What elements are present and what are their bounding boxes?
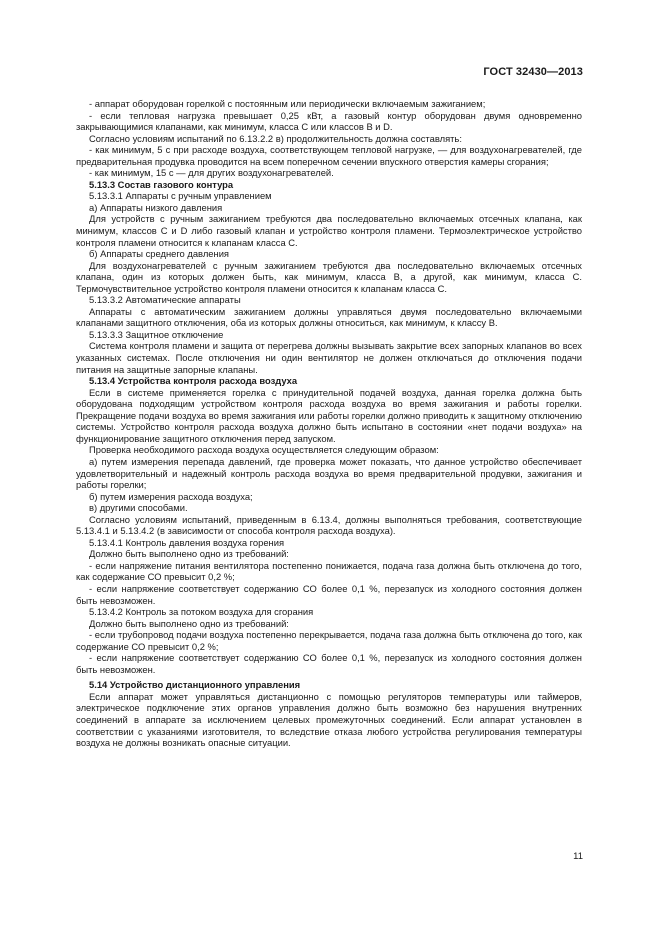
paragraph: в) другими способами. xyxy=(89,502,188,514)
paragraph: а) путем измерения перепада давлений, где проверка может показать, что данное устройство обеспечивает удовлетворительный и надежный контроль расхода воздуха во время предварительной продувки, зажигания и работы горелки; xyxy=(76,455,582,491)
paragraph: 5.13.4.2 Контроль за потоком воздуха для сгорания xyxy=(89,606,314,618)
document-body xyxy=(76,98,582,749)
paragraph: Согласно условиям испытаний по 6.13.2.2 в) продолжительность должна составлять: xyxy=(89,132,462,144)
section-heading: 5.13.3 Состав газового контура xyxy=(89,178,234,190)
paragraph: 5.13.3.2 Автоматические аппараты xyxy=(89,294,241,306)
paragraph: - как минимум, 15 с — для других воздухонагревателей. xyxy=(89,167,334,179)
paragraph: 5.13.3.1 Аппараты с ручным управлением xyxy=(89,190,272,202)
paragraph: - если напряжение соответствует содержанию СО более 0,1 %, перезапуск из холодного состояния должен быть невозможен. xyxy=(76,582,582,606)
paragraph: Если в системе применяется горелка с принудительной подачей воздуха, данная горелка должна быть оборудована подходящим устройством контроля расхода воздуха во время зажигания и работы горелки. Прекращение подачи воздуха во время зажигания или работы горелки должно приводить к защитному отключению системы. Устройство контроля расхода воздуха должно быть испытано в состоянии «нет подачи воздуха» на функционирование защитного отключения перед запуском. xyxy=(76,386,582,444)
paragraph: - если тепловая нагрузка превышает 0,25 кВт, а газовый контур оборудован двумя одновременно закрывающимися клапанами, как минимум, класса С или классов В и D. xyxy=(76,109,582,133)
paragraph: Система контроля пламени и защита от перегрева должны вызывать закрытие всех запорных клапанов во всех указанных системах. После отключения ни один вентилятор не должен отключаться до отключения подачи питания на защитные запорные клапаны. xyxy=(76,340,582,375)
paragraph: Аппараты с автоматическим зажиганием должны управляться двумя последовательно включаемыми клапанами защитного отключения, оба из которых должны относиться, как минимум, к классу В. xyxy=(76,305,582,329)
paragraph: Для устройств с ручным зажиганием требуются два последовательно включаемых отсечных клапана, как минимум, классов С и D либо газовый клапан и устройство контроля пламени. Термоэлектрическое устройство контроля пламени относится к клапанам класса С. xyxy=(76,213,582,248)
paragraph: - если напряжение соответствует содержанию СО более 0,1 %, перезапуск из холодного состояния должен быть невозможен. xyxy=(76,652,582,675)
section-heading: 5.14 Устройство дистанционного управления xyxy=(89,679,301,691)
paragraph: Если аппарат может управляться дистанционно с помощью регуляторов температуры или таймеров, электрическое подключение этих органов управления должно быть возможно без нарушения внутренних соединений в аппарате за исключением целевых промежуточных соединений. Если аппарат установлен в соответствии с указаниями изготовителя, то вследствие отказа любого устройства регулирования температуры воздуха не должны возникать опасные ситуации. xyxy=(76,690,582,749)
paragraph: 5.13.3.3 Защитное отключение xyxy=(89,328,224,340)
paragraph: Должно быть выполнено одно из требований: xyxy=(89,548,289,560)
paragraph: - аппарат оборудован горелкой с постоянным или периодически включаемым зажиганием; xyxy=(89,98,486,109)
paragraph: б) путем измерения расхода воздуха; xyxy=(89,490,253,502)
paragraph: Согласно условиям испытаний, приведенным в 6.13.4, должны выполняться требования, соответствующие 5.13.4.1 и 5.13.4.2 (в зависимости от способа контроля расхода воздуха). xyxy=(76,513,582,537)
paragraph: Для воздухонагревателей с ручным зажиганием требуются два последовательно включаемых отсечных клапана, один из которых должен быть, как минимум, класса В, а другой, как минимум, класса С. Термочувствительное устройство контроля пламени относится к клапанам класса С. xyxy=(76,259,582,294)
paragraph: Должно быть выполнено одно из требований: xyxy=(89,617,289,629)
paragraph: б) Аппараты среднего давления xyxy=(89,248,230,260)
paragraph: - если напряжение питания вентилятора постепенно понижается, подача газа должна быть отключена до того, как содержание СО превысит 0,2 %; xyxy=(76,559,582,583)
paragraph: 5.13.4.1 Контроль давления воздуха горения xyxy=(89,536,285,548)
paragraph: а) Аппараты низкого давления xyxy=(89,201,223,213)
paragraph: - как минимум, 5 с при расходе воздуха, соответствующем тепловой нагрузке, — для воздухонагревателей, где предварительная продувка проводится на всем поперечном сечении впускного отверстия камеры сгорания; xyxy=(76,144,582,167)
section-heading: 5.13.4 Устройства контроля расхода воздуха xyxy=(89,375,298,387)
paragraph: - если трубопровод подачи воздуха постепенно перекрывается, подача газа должна быть отключена до того, как содержание СО превысит 0,2 %; xyxy=(76,629,582,652)
document-code: ГОСТ 32430—2013 xyxy=(483,66,583,78)
page-number: 11 xyxy=(573,851,583,862)
paragraph: Проверка необходимого расхода воздуха осуществляется следующим образом: xyxy=(89,444,439,456)
